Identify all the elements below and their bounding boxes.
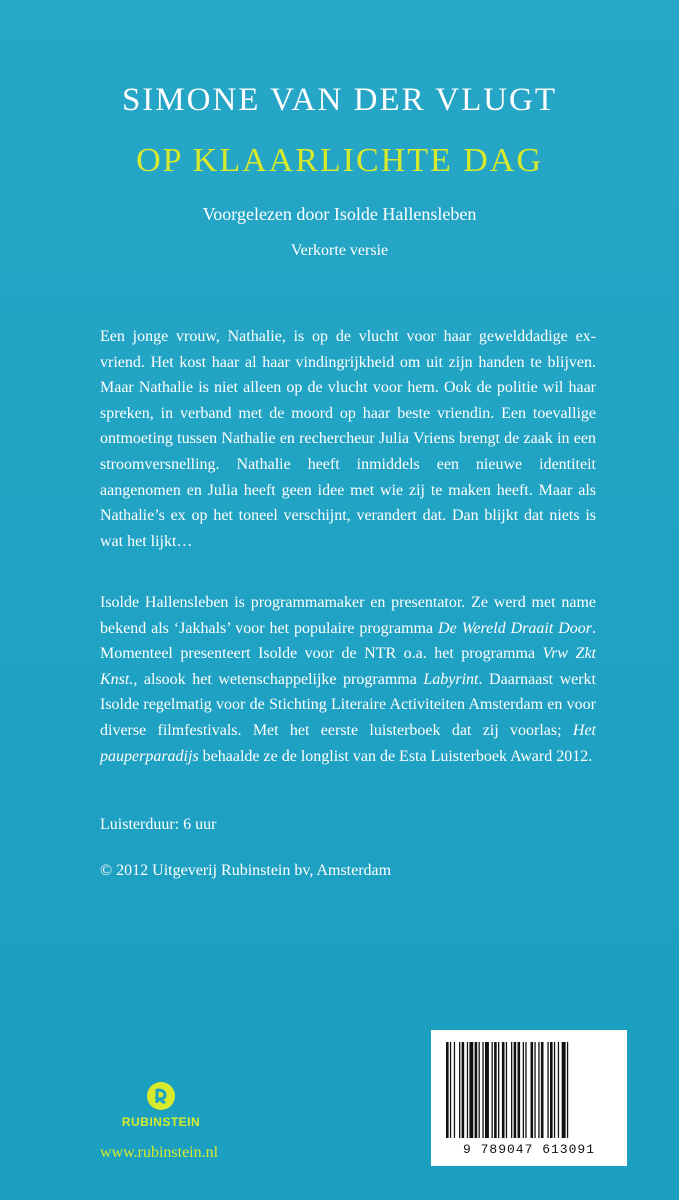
synopsis-paragraph: Een jonge vrouw, Nathalie, is op de vlucht voor haar gewelddadige ex-vriend. Het kost haar al haar vindingrijkheid om uit zijn handen te blijven. Maar Nathalie is niet alleen op de vlucht voor hem. Ook de politie wil haar spreken, in verband met de moord op haar beste vriendin. Een toevallige ontmoeting tussen Nathalie en rechercheur Julia Vriens brengt de zaak in een stroomversnelling. Nathalie heeft inmiddels een nieuwe identiteit aangenomen en Julia heeft geen idee met wie zij te maken heeft. Maar als Nathalie’s ex op het toneel verschijnt, verandert dat. Dan blijkt dat niets is wat het lijkt… <box>100 328 596 550</box>
isbn-number: 9 789047 613091 <box>462 1142 596 1157</box>
barcode-bars <box>444 1042 614 1140</box>
show-title: Vrw Zkt Knst. <box>100 645 596 688</box>
barcode-bar <box>534 1042 535 1138</box>
barcode-bar <box>523 1042 524 1138</box>
barcode-bar <box>494 1042 497 1138</box>
barcode-bar <box>498 1042 499 1138</box>
book-title-reference: Het pauperparadijs <box>100 721 596 765</box>
author-name: SIMONE VAN DER VLUGT <box>121 82 558 118</box>
barcode-bar <box>492 1042 493 1138</box>
bio-text: . Daarnaast werkt Isolde regelmatig voor de Stichting Literaire Activiteiten Amsterdam en voor diverse filmfestivals. Met het eerste luisterboek dat zij voorlas; <box>100 670 597 739</box>
book-title: OP KLAARLICHTE DAG <box>136 142 543 179</box>
bio-text: , alsook het wetenschappelijke programma <box>133 670 424 688</box>
barcode-bar <box>558 1042 559 1138</box>
barcode-bar <box>525 1042 526 1138</box>
barcode-bar <box>562 1042 566 1138</box>
publisher-logo <box>100 1082 220 1138</box>
barcode-bar <box>467 1042 468 1138</box>
listening-duration: Luisterduur: 6 uur <box>100 816 217 833</box>
copyright-notice: © 2012 Uitgeverij Rubinstein bv, Amsterdam <box>100 862 392 879</box>
barcode-bar <box>514 1042 517 1138</box>
barcode-bar <box>454 1042 455 1138</box>
barcode-bar <box>538 1042 539 1138</box>
barcode-bar <box>531 1042 534 1138</box>
narrator-bio-paragraph <box>100 590 596 769</box>
barcode-bar <box>446 1042 449 1138</box>
barcode-bar <box>511 1042 512 1138</box>
barcode-bar <box>475 1042 478 1138</box>
show-title: Labyrint <box>423 670 479 688</box>
barcode-bar <box>541 1042 544 1138</box>
barcode-bar <box>502 1042 505 1138</box>
barcode-bar <box>459 1042 460 1138</box>
barcode-bar <box>469 1042 473 1138</box>
narrator-line: Voorgelezen door Isolde Hallensleben <box>202 204 477 224</box>
barcode-bar <box>450 1042 451 1138</box>
edition-note: Verkorte versie <box>290 242 389 259</box>
publisher-logo-icon <box>147 1082 175 1110</box>
bio-text: behaalde ze de longlist van de Esta Luisterboek Award 2012. <box>198 747 593 765</box>
bio-text: . Momenteel presenteert Isolde voor de NTR o.a. het programma <box>100 619 597 663</box>
barcode-bar <box>547 1042 548 1138</box>
barcode-bar <box>482 1042 483 1138</box>
barcode-bar <box>518 1042 521 1138</box>
barcode-bar <box>567 1042 568 1138</box>
barcode-bar <box>479 1042 480 1138</box>
publisher-logo-text: RUBINSTEIN <box>121 1115 201 1129</box>
barcode-bar <box>462 1042 465 1138</box>
barcode-bar <box>550 1042 553 1138</box>
barcode-bar <box>554 1042 555 1138</box>
show-title: De Wereld Draait Door <box>438 619 593 637</box>
barcode-bar <box>506 1042 507 1138</box>
publisher-website[interactable]: www.rubinstein.nl <box>100 1144 219 1161</box>
barcode-bar <box>485 1042 489 1138</box>
bio-text: Isolde Hallensleben is programmamaker en presentator. Ze werd met name bekend als ‘Jakhals’ voor het populaire programma <box>100 594 596 637</box>
isbn-barcode <box>431 1030 627 1166</box>
